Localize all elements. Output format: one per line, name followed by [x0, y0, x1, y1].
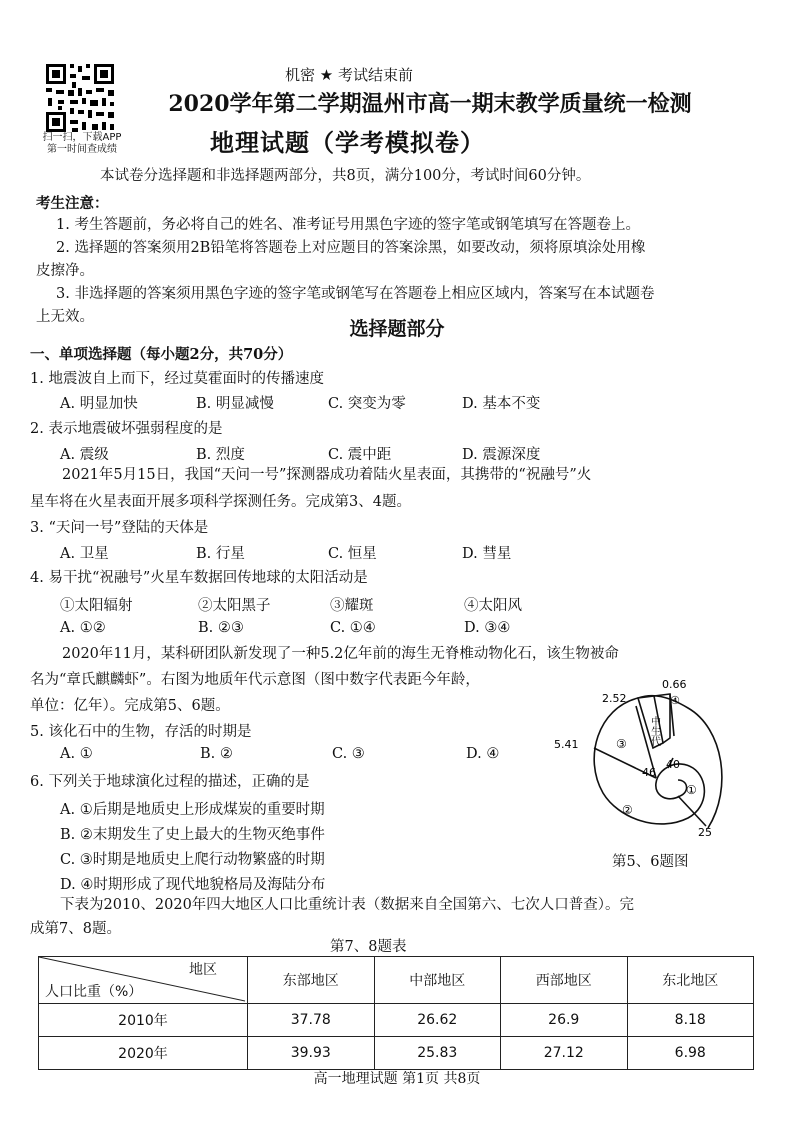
q1-option-a[interactable]: A. 明显加快: [60, 396, 138, 412]
label-period-2: ②: [622, 803, 633, 817]
table-row: [39, 1004, 754, 1037]
notice-item-1: 1. 考生答题前，务必将自己的姓名、准考证号用黑色字迹的签字笔或钢笔填写在答题卷上。: [56, 217, 640, 233]
label-period-4: ④: [670, 694, 680, 707]
q4-item-3: ③耀斑: [330, 598, 374, 614]
cell-value: 25.83: [374, 1037, 501, 1070]
passage-78-line2: 成第7、8题。: [30, 921, 121, 937]
passage-56-line2: 名为“章氏麒麟虾”。右图为地质年代示意图（图中数字代表距今年龄，: [30, 672, 480, 688]
confidential-mark: 机密 ★ 考试结束前: [285, 66, 413, 84]
qr-caption-line2: 第一时间查成绩: [47, 144, 117, 155]
q4-option-d[interactable]: D. ③④: [464, 620, 511, 636]
q4-item-1: ①太阳辐射: [60, 598, 133, 614]
qr-caption: [36, 132, 128, 156]
q5-option-d[interactable]: D. ④: [466, 746, 500, 762]
header-northeast: 东北地区: [627, 957, 754, 1004]
q4-item-2: ②太阳黑子: [198, 598, 271, 614]
passage-78-line1: 下表为2010、2020年四大地区人口比重统计表（数据来自全国第六、七次人口普查）。完: [60, 897, 635, 913]
table-header-row: [39, 957, 754, 1004]
q5-stem: 5. 该化石中的生物，存活的时期是: [30, 724, 252, 740]
label-period-1: ①: [686, 783, 697, 797]
header-east: 东部地区: [248, 957, 375, 1004]
page-footer: 高一地理试题 第1页 共8页: [313, 1071, 481, 1087]
passage-56-line1: 2020年11月，某科研团队新发现了一种5.2亿年前的海生无脊椎动物化石，该生物被命: [62, 646, 619, 662]
qr-code: [44, 62, 116, 134]
q4-option-c[interactable]: C. ①④: [330, 620, 376, 636]
q4-stem: 4. 易干扰“祝融号”火星车数据回传地球的太阳活动是: [30, 570, 368, 586]
label-2-52: 2.52: [602, 692, 627, 705]
notice-item-3: 3. 非选择题的答案须用黑色字迹的签字笔或钢笔写在答题卷上相应区域内，答案写在本试题卷: [56, 286, 655, 302]
cell-value: 39.93: [248, 1037, 375, 1070]
q1-option-b[interactable]: B. 明显减慢: [196, 396, 274, 412]
table-caption: 第7、8题表: [330, 939, 407, 955]
q2-option-a[interactable]: A. 震级: [60, 447, 109, 463]
notice-item-2-cont: 皮擦净。: [36, 263, 94, 279]
table-row: [39, 1037, 754, 1070]
q4-item-4: ④太阳风: [464, 598, 522, 614]
q4-option-a[interactable]: A. ①②: [60, 620, 106, 636]
label-period-3: ③: [616, 737, 627, 751]
label-25: 25: [698, 826, 712, 839]
q5-option-b[interactable]: B. ②: [200, 746, 233, 762]
q1-option-c[interactable]: C. 突变为零: [328, 396, 406, 412]
intro-text: 本试卷分选择题和非选择题两部分，共8页，满分100分，考试时间60分钟。: [100, 168, 591, 184]
population-table: [38, 956, 754, 1070]
table-corner-cell: [39, 957, 248, 1004]
row-year: 2020年: [39, 1037, 248, 1070]
q2-stem: 2. 表示地震破坏强弱程度的是: [30, 421, 223, 437]
exam-title: 2020学年第二学期温州市高一期末教学质量统一检测: [168, 91, 692, 117]
exam-subtitle: 地理试题（学考模拟卷）: [210, 128, 485, 157]
section-title: 选择题部分: [349, 318, 445, 340]
geologic-time-figure: [554, 668, 738, 848]
q1-option-d[interactable]: D. 基本不变: [462, 396, 541, 412]
q4-option-b[interactable]: B. ②③: [198, 620, 244, 636]
cell-value: 26.62: [374, 1004, 501, 1037]
header-central: 中部地区: [374, 957, 501, 1004]
header-west: 西部地区: [501, 957, 628, 1004]
corner-bottom-label: 人口比重（%）: [45, 984, 143, 1000]
notice-item-3-cont: 上无效。: [36, 309, 94, 325]
q2-option-b[interactable]: B. 烈度: [196, 447, 245, 463]
cell-value: 27.12: [501, 1037, 628, 1070]
cell-value: 37.78: [248, 1004, 375, 1037]
passage-56-line3: 单位：亿年）。完成第5、6题。: [30, 698, 230, 714]
q2-option-d[interactable]: D. 震源深度: [462, 447, 541, 463]
divider-25: [678, 796, 706, 826]
label-5-41: 5.41: [554, 738, 579, 751]
label-40: 40: [666, 758, 680, 771]
q6-option-a[interactable]: A. ①后期是地质史上形成煤炭的重要时期: [60, 802, 325, 818]
cell-value: 8.18: [627, 1004, 754, 1037]
label-0-66: 0.66: [662, 678, 687, 691]
qr-caption-line1: 扫一扫，下载APP: [42, 132, 122, 143]
label-46: 46: [642, 766, 656, 779]
q3-option-a[interactable]: A. 卫星: [60, 546, 109, 562]
q6-option-d[interactable]: D. ④时期形成了现代地貌格局及海陆分布: [60, 877, 326, 893]
q3-option-d[interactable]: D. 彗星: [462, 546, 512, 562]
q3-option-c[interactable]: C. 恒星: [328, 546, 377, 562]
part-heading: 一、单项选择题（每小题2分，共70分）: [30, 346, 293, 363]
q3-option-b[interactable]: B. 行星: [196, 546, 245, 562]
row-year: 2010年: [39, 1004, 248, 1037]
q5-option-a[interactable]: A. ①: [60, 746, 93, 762]
figure-caption: 第5、6题图: [612, 854, 689, 870]
notice-heading: 考生注意：: [36, 195, 109, 212]
q1-stem: 1. 地震波自上而下，经过莫霍面时的传播速度: [30, 371, 324, 387]
corner-top-label: 地区: [189, 962, 217, 978]
q3-stem: 3. “天问一号”登陆的天体是: [30, 520, 209, 536]
label-mesozoic: 中生代: [648, 716, 660, 746]
q2-option-c[interactable]: C. 震中距: [328, 447, 392, 463]
q6-option-b[interactable]: B. ②末期发生了史上最大的生物灭绝事件: [60, 827, 325, 843]
cell-value: 6.98: [627, 1037, 754, 1070]
q5-option-c[interactable]: C. ③: [332, 746, 365, 762]
passage-34-line1: 2021年5月15日，我国“天问一号”探测器成功着陆火星表面，其携带的“祝融号”火: [62, 467, 592, 483]
passage-34-line2: 星车将在火星表面开展多项科学探测任务。完成第3、4题。: [30, 494, 411, 510]
cell-value: 26.9: [501, 1004, 628, 1037]
q6-stem: 6. 下列关于地球演化过程的描述，正确的是: [30, 774, 310, 790]
q6-option-c[interactable]: C. ③时期是地质史上爬行动物繁盛的时期: [60, 852, 325, 868]
notice-item-2: 2. 选择题的答案须用2B铅笔将答题卷上对应题目的答案涂黑，如要改动，须将原填涂处用橡: [56, 240, 646, 256]
